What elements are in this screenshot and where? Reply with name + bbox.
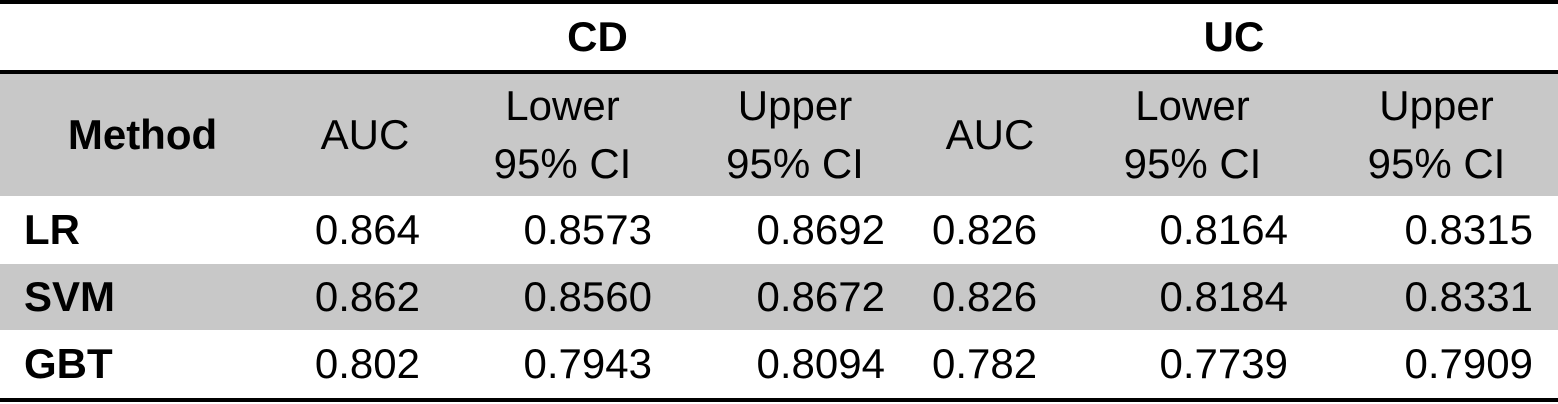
uc-lower-header (1070, 74, 1315, 196)
group-header-row (0, 4, 1558, 70)
cd-upper-cell: 0.8672 (756, 273, 885, 320)
uc-auc-header-label: AUC (945, 111, 1035, 158)
table-row (0, 330, 1558, 398)
row-method: GBT (24, 340, 113, 387)
cd-auc-cell: 0.802 (314, 340, 420, 387)
cd-lower-cell: 0.8560 (523, 273, 652, 320)
cd-auc-cell: 0.864 (314, 206, 420, 253)
uc-upper-header-line1: Upper (1379, 82, 1494, 129)
uc-auc-header (910, 74, 1070, 196)
uc-upper-cell: 0.7909 (1404, 340, 1533, 387)
cd-auc-header-label: AUC (320, 111, 410, 158)
column-header-row (0, 74, 1558, 196)
bottom-rule (0, 398, 1558, 402)
cd-auc-cell: 0.862 (314, 273, 420, 320)
method-header: Method (67, 111, 218, 158)
uc-auc-cell: 0.826 (932, 206, 1038, 253)
cd-auc-header (285, 74, 445, 196)
uc-upper-header (1315, 74, 1558, 196)
cd-lower-cell: 0.8573 (523, 206, 652, 253)
cd-lower-header-line1: Lower (505, 82, 620, 129)
uc-lower-cell: 0.7739 (1159, 340, 1288, 387)
uc-upper-header-line2: 95% CI (1367, 140, 1506, 187)
uc-lower-header-line1: Lower (1135, 82, 1250, 129)
uc-upper-cell: 0.8315 (1404, 206, 1533, 253)
cd-upper-header-line2: 95% CI (726, 140, 864, 187)
cd-upper-header-line1: Upper (737, 82, 853, 129)
table-row (0, 264, 1558, 330)
row-method: LR (24, 206, 80, 253)
cd-lower-cell: 0.7943 (523, 340, 652, 387)
cd-upper-cell: 0.8692 (756, 206, 885, 253)
cd-upper-header (680, 74, 910, 196)
cd-lower-header (445, 74, 680, 196)
cd-lower-header-line2: 95% CI (493, 140, 632, 187)
uc-lower-cell: 0.8164 (1159, 206, 1288, 253)
uc-auc-cell: 0.782 (932, 340, 1038, 387)
uc-lower-cell: 0.8184 (1159, 273, 1288, 320)
table-row (0, 196, 1558, 264)
cd-upper-cell: 0.8094 (756, 340, 885, 387)
uc-auc-cell: 0.826 (932, 273, 1038, 320)
group-header-uc: UC (1203, 13, 1265, 60)
uc-upper-cell: 0.8331 (1404, 273, 1533, 320)
uc-lower-header-line2: 95% CI (1123, 140, 1262, 187)
row-method: SVM (24, 273, 116, 320)
group-header-cd: CD (567, 13, 628, 60)
